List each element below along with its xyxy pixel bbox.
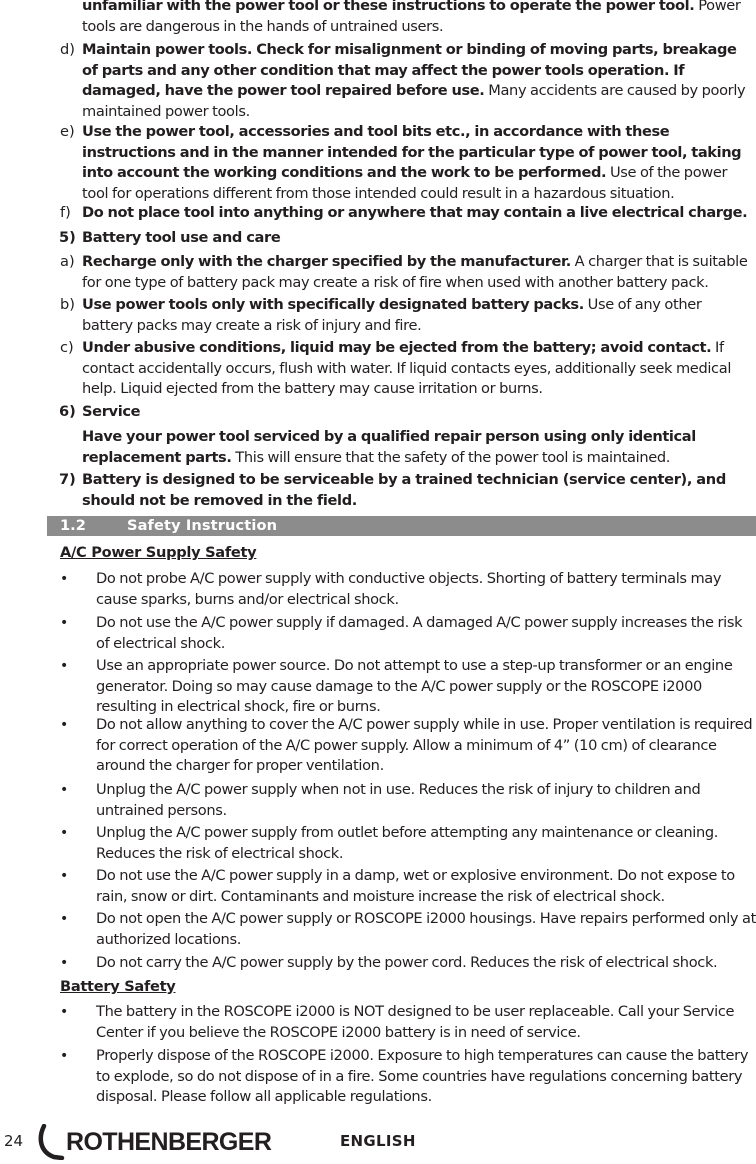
ac-bullet-text: Do not probe A/C power supply with conductive objects. Shorting of battery terminals may cause sparks, burns and/or electrical shock.	[96, 570, 722, 608]
section-5-title: Battery tool use and care	[82, 229, 281, 246]
continued-paragraph: unfamiliar with the power tool or these instructions to operate the power tool. Power tools are dangerous in the hands of untrained users.	[82, 0, 741, 35]
bullet-icon: •	[60, 911, 69, 927]
battery-bullet-text: The battery in the ROSCOPE i2000 is NOT designed to be user replaceable. Call your Service Center if you believe the ROSCOPE i2000 battery is in need of service.	[96, 1003, 735, 1041]
ac-bullet-text: Do not allow anything to cover the A/C power supply while in use. Proper ventilation is required for correct operation of the A/C power supply. Allow a minimum of 4” (10 cm) of clearance around the charger for proper ventilation.	[96, 716, 753, 774]
battery-bullet-text: Properly dispose of the ROSCOPE i2000. Exposure to high temperatures can cause the battery to explode, so do not dispose of in a fire. Some countries have regulations concerning battery disposal. Please follow all applicable regulations.	[96, 1047, 749, 1105]
footer-language: ENGLISH	[340, 1132, 416, 1150]
bullet-icon: •	[60, 1004, 69, 1020]
bullet-icon: •	[60, 571, 69, 587]
bullet-icon: •	[60, 955, 69, 971]
item-a-text: Recharge only with the charger specified by the manufacturer. A charger that is suitable for one type of battery pack may create a risk of fire when used with another battery pack.	[82, 253, 748, 291]
item-f-text: Do not place tool into anything or anywhere that may contain a live electrical charge.	[82, 204, 748, 221]
section-number: 1.2	[60, 517, 86, 534]
item-c-text: Under abusive conditions, liquid may be ejected from the battery; avoid contact. If contact accidentally occurs, flush with water. If liquid contacts eyes, additionally seek medical help. Liquid ejected from the battery may cause irritation or burns.	[82, 339, 732, 397]
item-label: d)	[60, 41, 75, 58]
item-label: c)	[60, 339, 74, 356]
brand-name: ROTHENBERGER	[66, 1128, 272, 1156]
item-d-text: Maintain power tools. Check for misalignment or binding of moving parts, breakage of parts and any other condition that may affect the power tools operation. If damaged, have the power tool repaired before use. Many accidents are caused by poorly maintained power tools.	[82, 41, 746, 120]
section-6-title: Service	[82, 403, 141, 420]
battery-safety-heading: Battery Safety	[60, 978, 176, 995]
ac-safety-heading: A/C Power Supply Safety	[60, 544, 257, 561]
ac-bullet-text: Do not open the A/C power supply or ROSCOPE i2000 housings. Have repairs performed only at authorized locations.	[96, 910, 756, 948]
page-number: 24	[4, 1132, 24, 1150]
item-label: f)	[60, 204, 71, 221]
ac-bullet-text: Do not carry the A/C power supply by the power cord. Reduces the risk of electrical shock.	[96, 954, 718, 971]
bullet-icon: •	[60, 658, 69, 674]
bullet-icon: •	[60, 615, 69, 631]
ac-bullet-text: Unplug the A/C power supply when not in use. Reduces the risk of injury to children and untrained persons.	[96, 781, 701, 819]
bullet-icon: •	[60, 717, 69, 733]
section-7-text: Battery is designed to be serviceable by a trained technician (service center), and should not be removed in the field.	[82, 471, 726, 509]
ac-bullet-text: Use an appropriate power source. Do not attempt to use a step-up transformer or an engine generator. Doing so may cause damage to the A/C power supply or the ROSCOPE i2000 resulting in electrical shock, fire or burns.	[96, 657, 733, 715]
item-label: a)	[60, 253, 75, 270]
bullet-icon: •	[60, 825, 69, 841]
ac-bullet-text: Do not use the A/C power supply if damaged. A damaged A/C power supply increases the risk of electrical shock.	[96, 614, 743, 652]
logo-hook-icon	[38, 1124, 68, 1160]
section-title: Safety Instruction	[127, 517, 278, 534]
ac-bullet-text: Do not use the A/C power supply in a damp, wet or explosive environment. Do not expose to rain, snow or dirt. Contaminants and moisture increase the risk of electrical shock.	[96, 867, 735, 905]
section-6-text: Have your power tool serviced by a qualified repair person using only identical replacement parts. This will ensure that the safety of the power tool is maintained.	[82, 428, 696, 466]
item-b-text: Use power tools only with specifically designated battery packs. Use of any other battery packs may create a risk of injury and fire.	[82, 296, 702, 334]
section-7-number: 7)	[59, 471, 76, 488]
bullet-icon: •	[60, 868, 69, 884]
rothenberger-logo	[38, 1124, 272, 1160]
ac-bullet-text: Unplug the A/C power supply from outlet before attempting any maintenance or cleaning. Reduces the risk of electrical shock.	[96, 824, 719, 862]
item-label: b)	[60, 296, 75, 313]
bullet-icon: •	[60, 782, 69, 798]
section-5-number: 5)	[59, 229, 76, 246]
section-6-number: 6)	[59, 403, 76, 420]
section-header-bar	[47, 516, 756, 536]
item-label: e)	[60, 123, 75, 140]
item-e-text: Use the power tool, accessories and tool bits etc., in accordance with these instructions and in the manner intended for the particular type of power tool, taking into account the working conditions and the work to be performed. Use of the power tool for operations different from those intended could result in a hazardous situation.	[82, 123, 742, 202]
bullet-icon: •	[60, 1048, 69, 1064]
